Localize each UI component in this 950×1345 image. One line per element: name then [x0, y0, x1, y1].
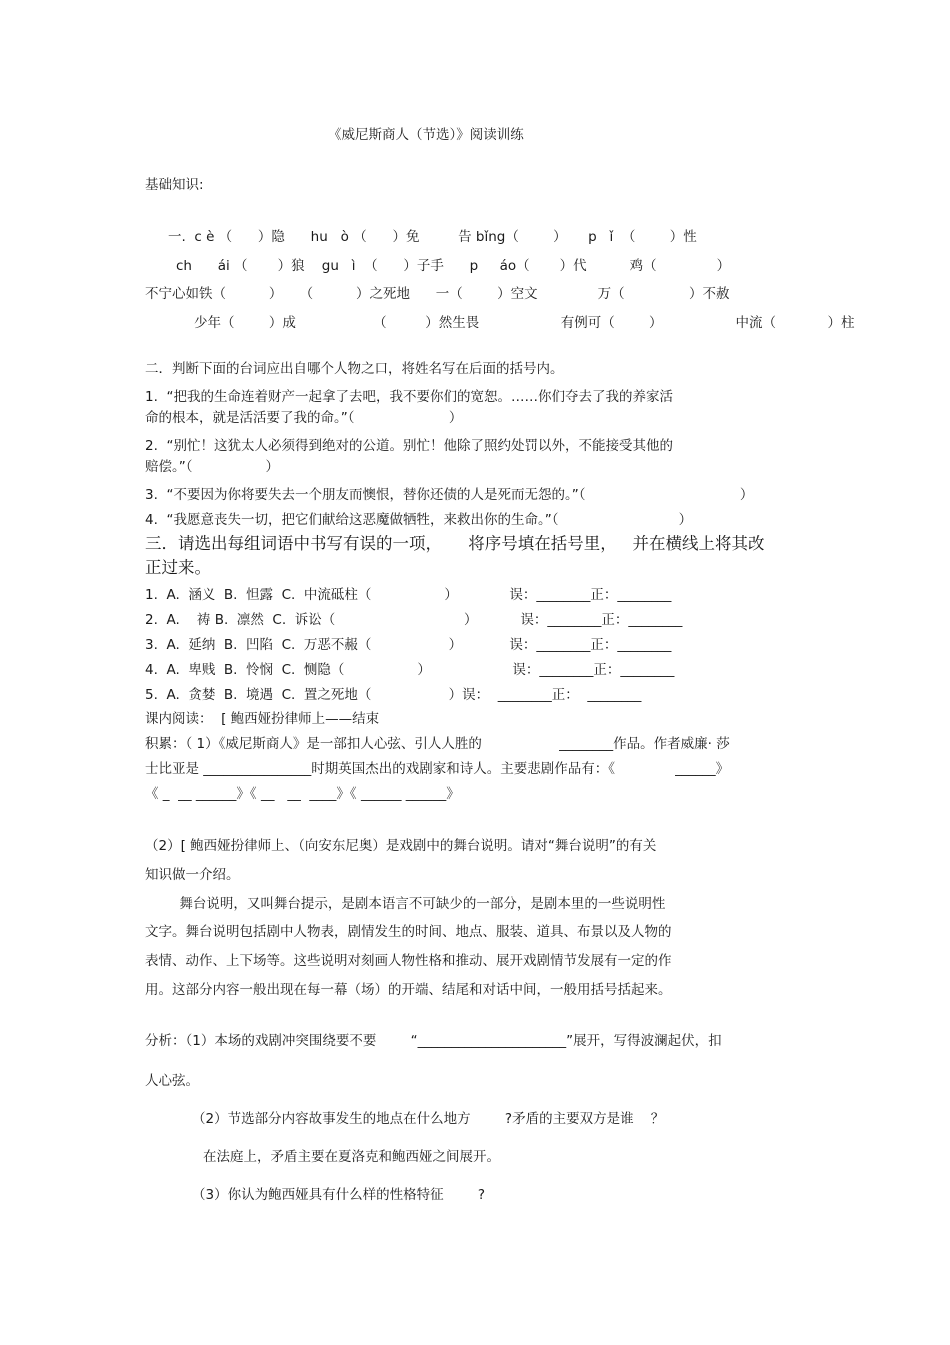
- pinyin-line-1: 一. c è （ ）隐 hu ò （ ）免 告 bǐng（ ） p ǐ （ ）性: [168, 229, 697, 245]
- stage-direction-para-3: 表情、动作、上下场等。这些说明对刻画人物性格和推动、展开戏剧情节发展有一定的作: [145, 953, 672, 969]
- page-title: 《威尼斯商人（节选）》阅读训练: [328, 127, 524, 143]
- stage-direction-para-1: 舞台说明，又叫舞台提示，是剧本语言不可缺少的一部分，是剧本里的一些说明性: [145, 896, 666, 912]
- section2-line-2: 命的根本，就是活活要了我的命。”（ ）: [145, 410, 463, 426]
- section2-line-6: 4. “我愿意丧失一切，把它们献给这恶魔做牺牲，来救出你的生命。”（ ）: [145, 512, 693, 528]
- analysis-question-3: （3）你认为鲍西娅具有什么样的性格特征 ?: [192, 1187, 486, 1203]
- section2-line-1: 1. “把我的生命连着财产一起拿了去吧，我不要你们的宽恕。……你们夺去了我的养家活: [145, 389, 673, 405]
- analysis-question-2: （2）节选部分内容故事发生的地点在什么地方 ?矛盾的主要双方是谁 ？: [192, 1111, 665, 1127]
- section3-item-1: 1. A. 涵义 B. 怛露 C. 中流砥柱（ ） 误：________正：________: [145, 587, 672, 603]
- section3-item-5: 5. A. 贪婪 B. 境遇 C. 置之死地（ ）误： ________正： ________: [145, 687, 642, 703]
- stage-direction-para-2: 文字。舞台说明包括剧中人物表，剧情发生的时间、地点、服装、道具、布景以及人物的: [145, 924, 672, 940]
- analysis-line-1: 分析：（1）本场的戏剧冲突围绕要不要 “______________________”展开，写得波澜起伏，扣: [145, 1033, 722, 1049]
- pinyin-line-3: 不宁心如铁（ ） （ ）之死地 一（ ）空文 万（ ）不赦: [145, 286, 730, 302]
- analysis-answer-2: 在法庭上，矛盾主要在夏洛克和鲍西娅之间展开。: [203, 1149, 500, 1165]
- pinyin-line-4: 少年（ ）成 （ ）然生畏 有例可（ ） 中流（ ）柱: [194, 315, 855, 331]
- basics-heading: 基础知识:: [145, 177, 204, 193]
- section3-item-3: 3. A. 延纳 B. 凹陷 C. 万恶不赧（ ） 误：________正：________: [145, 637, 672, 653]
- section2-line-4: 赔偿。”（ ）: [145, 459, 279, 475]
- reading-line-2: 积累：（ 1）《威尼斯商人》是一部扣人心弦、引人人胜的 ________作品。作者威廉· 莎: [145, 736, 730, 752]
- section2-line-3: 2. “别忙！这犹太人必须得到绝对的公道。别忙！他除了照约处罚以外，不能接受其他的: [145, 438, 673, 454]
- part2-line-1: （2）[ 鲍西娅扮律师上、（向安东尼奥）是戏剧中的舞台说明。请对“舞台说明”的有关: [145, 838, 657, 854]
- section3-heading-line-1: 三．请选出每组词语中书写有误的一项， 将序号填在括号里， 并在横线上将其改: [145, 534, 765, 553]
- section3-item-4: 4. A. 卑贱 B. 怜悯 C. 恻隐（ ） 误：________正：________: [145, 662, 675, 678]
- analysis-line-2: 人心弦。: [145, 1073, 199, 1089]
- section3-item-2: 2. A. 祷 B. 凛然 C. 诉讼（ ） 误：________正：________: [145, 612, 683, 628]
- reading-line-3: 士比亚是 ________________时期英国杰出的戏剧家和诗人。主要悲剧作品有：《 ______》: [145, 761, 730, 777]
- section3-heading-line-2: 正过来。: [145, 558, 211, 577]
- section2-line-5: 3. “不要因为你将要失去一个朋友而懊恨，替你还债的人是死而无怨的。”（ ）: [145, 487, 754, 503]
- stage-direction-para-4: 用。这部分内容一般出现在每一幕（场）的开端、结尾和对话中间，一般用括号括起来。: [145, 982, 672, 998]
- reading-line-4: 《 _ __ ______》《 __ __ ____》《 ______ ______》: [145, 786, 460, 802]
- reading-line-1: 课内阅读： [ 鲍西娅扮律师上——结束: [145, 711, 380, 727]
- pinyin-line-2: ch ái （ ）狼 gu ì （ ）子手 p áo（ ）代 鸡（ ）: [176, 258, 731, 274]
- part2-line-2: 知识做一介绍。: [145, 867, 240, 883]
- section2-heading: 二．判断下面的台词应出自哪个人物之口，将姓名写在后面的括号内。: [145, 361, 564, 377]
